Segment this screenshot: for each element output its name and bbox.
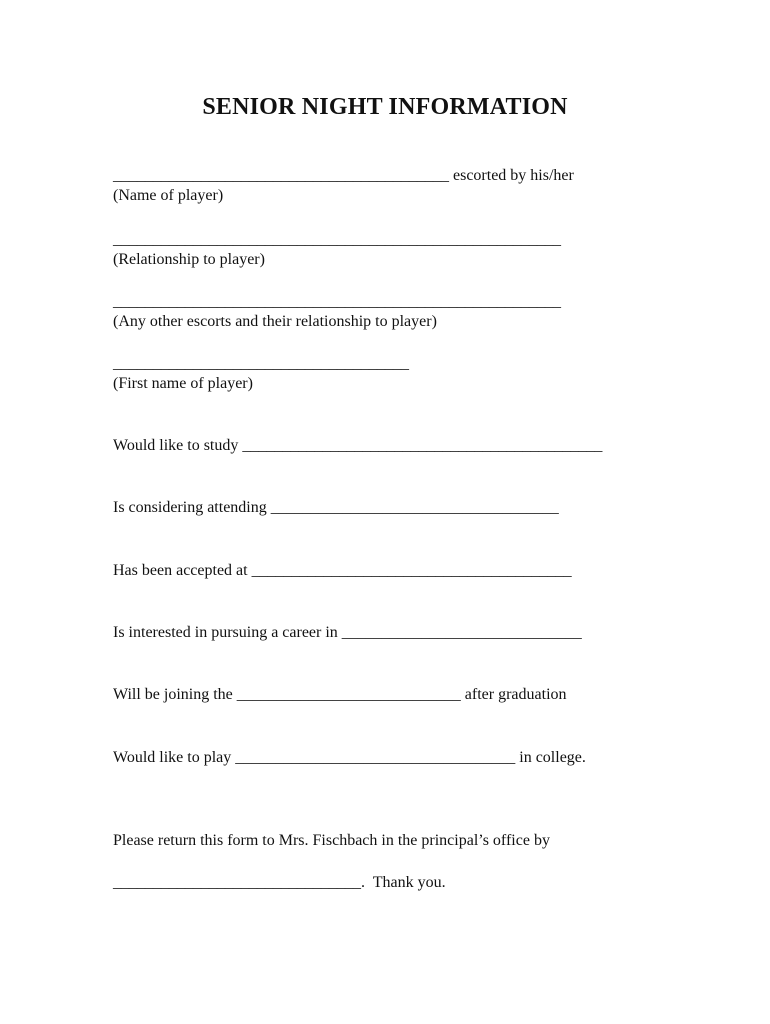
other-escorts-caption: (Any other escorts and their relationship to player) bbox=[113, 313, 437, 330]
first-name-caption: (First name of player) bbox=[113, 375, 253, 392]
other-escorts-blank-line[interactable]: ________________________________________________________ bbox=[113, 293, 561, 310]
return-instructions: Please return this form to Mrs. Fischbach in the principal’s office by bbox=[113, 832, 550, 849]
relationship-blank-line[interactable]: ________________________________________________________ bbox=[113, 231, 561, 248]
return-by-date-line[interactable]: _______________________________. Thank you. bbox=[113, 874, 446, 891]
name-of-player-blank-line[interactable]: __________________________________________ escorted by his/her bbox=[113, 167, 574, 184]
first-name-blank-line[interactable]: _____________________________________ bbox=[113, 355, 409, 372]
career-interest-line[interactable]: Is interested in pursuing a career in ______________________________ bbox=[113, 624, 582, 641]
name-of-player-caption: (Name of player) bbox=[113, 187, 224, 204]
study-field-line[interactable]: Would like to study _____________________________________________ bbox=[113, 437, 603, 454]
relationship-caption: (Relationship to player) bbox=[113, 251, 265, 268]
joining-after-graduation-line[interactable]: Will be joining the ____________________________ after graduation bbox=[113, 686, 567, 703]
play-in-college-line[interactable]: Would like to play ___________________________________ in college. bbox=[113, 749, 586, 766]
document-title: SENIOR NIGHT INFORMATION bbox=[202, 94, 568, 120]
accepted-at-line[interactable]: Has been accepted at ________________________________________ bbox=[113, 562, 572, 579]
considering-attending-line[interactable]: Is considering attending ____________________________________ bbox=[113, 499, 559, 516]
